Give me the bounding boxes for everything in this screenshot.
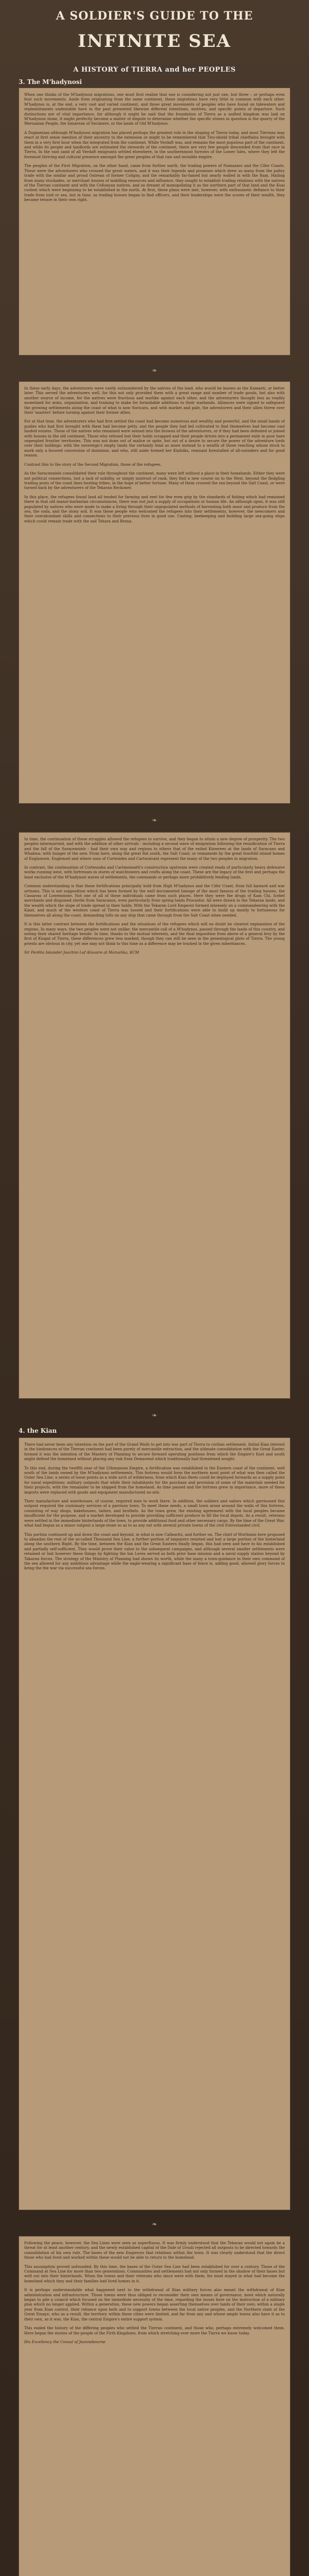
signature: His Excellency the Consul of Jeannebourne bbox=[24, 2339, 106, 2344]
paragraph: A Dogmenian although M'hadynosi migration has placed perhaps the greatest role in the shaping of Tierra today, and most Tierrans may react at first sense mention of their ancestry to the extension or might to be remembered that Tiro-shield tribal chieftains brought with them in a very first hour when the integrated from the continent. While Verdaft was, and remains the most populous part of the continent, and while its people and landlords are estimated the stewards of the continent, there are very few people descended from that race in Tierra. In the vast sand of all Verdaft emigrants settled elsewhere, in the southernmost furrows of the Lower Isles, where they left the foremost thriving and cultural presence amongst the great peoples of that raw and invisible empire. bbox=[24, 130, 285, 159]
paragraph: Following the peace, however, the Sea Lines were seen as superfluous. It was firmly understood that the Tekaran would not again be a threat for at least another century, and the newly established capital of the Dale of Ursuli rejected all outposts to be directed towards the consolidation of his own rule. The bases of the new Emperors that relations within the town. It was clearly understood that the direct those who had lived and worked within these would not be able to return to the homeland. bbox=[24, 2241, 285, 2260]
paragraph: In these early days, the adventurers were vastly outnumbered by the natives of the land, who would be known as the Kamaeti, or better later. This served the adventurers well, for this not only provided them with a great range and number of trade goods, but also with another source of income, for the natives were fractious and warlike against each other, and the adventurers thought less as readily monetized for arms, organization, and training to make for formidable additions to their warbands. Alliances were signed to safeguard the growing settlements along the coast of what is now Soricara, and with market and pale, the adventurers and their allies threw over their 'masters' before turning against their former allies. bbox=[24, 386, 285, 415]
ornament-icon: ❧ bbox=[151, 2221, 158, 2228]
paragraph: When one thinks of the M'hadynosi migrations, one must first realize that one is considering not just one, but three – or perhaps even four such movements. Aside from originating from the same continent, these migrations have very little in common with each other. M'hadynos is, at the end, a very vast and varied continent, and those great movements of peoples who have found on tidewaters and replenishments undeniable have in the past presented likewise different intentions, motives, and specific points of departure. Such distinctions are of vital importance, for although it might be said that the foundation of Tierra as a unified kingdom was laid on M'hadynosi stone, it might perfectly become a matter of dispute to determine whether the specific stones in question is the quarry of the Mersanian People, the Ismarean of Secimere, or the lands of Old M'hadynos. bbox=[24, 92, 285, 126]
signature: Sir Perdita Iskander Joachim Lef Aluvaire at Marushka, KCM bbox=[24, 950, 139, 955]
paragraph: This ended the history of the differing peoples who settled the Tierran continent, and those who, perhaps extremely welcomed them. Here began the stories of the people of the Firth Kingdoms, from which stretching ever more the Tierra we know today. bbox=[24, 2326, 285, 2335]
paragraph: To this end, during the twelfth year of the Uthmanson Empire, a fortification was established in the Eastern coast of the continent, well south of the lands owned by the M'hadynosi settlements. This fortress would form the northern most point of what was then called the Outer Sea Line, a series of loose points as a wide arch of wilderness, from which Kian fleets could be deployed forwards as a supply point for naval expeditions: military outposts that while their inhabitants for the purchase and provision of some of the materials needed for their projects, with the remainder to be shipped from the homeland. As time passed and the fortress grew in importance, more of these imports were replaced with goods and equipment manufactured on-site. bbox=[24, 1465, 285, 1495]
section-panel-5 bbox=[19, 2236, 290, 2576]
ornament-icon: ❧ bbox=[151, 817, 158, 824]
section-panel-2 bbox=[19, 381, 290, 804]
section-panel-4 bbox=[19, 1437, 290, 2210]
section-panel-1 bbox=[19, 88, 290, 355]
paragraph: It is this latter contrast between the fortifications and the situations of the refugees which will no doubt be clearest explanation of the regions. In many ways, the two peoples were not unlike: the mercantile call of a M'hadynos, passed through the lands of this country, and noting their shared heritage beside. In time, thanks to the mutual interests, and the final imposition from above of a general levy by the first of Kingat of Tierra, these differences grew less marked, though they can still be seen in the genealogical plots of Tierra. The young priests are obvious in city, yet one may not think to this time as a difference may be tracked in the given inheritances. bbox=[24, 922, 285, 946]
section-heading-1: 3. The M'hadynosi bbox=[19, 78, 82, 86]
paragraph: It is perhaps understandable what happened next to the withdrawal of Kian military forces also meant the withdrawal of Kian administration and infrastructure. Those towns were thus obliged to reconsider their own means of governance, most which naturally began to pile a council which focused on the immediate necessity of the time, regarding the issues here on the instruction of a military plan which no longer applied. Within a generation, these new powers began asserting themselves over lands of their own; within a single year from Kian control, their reliance upon both and to support towns between the local native peoples, and the Northern state of the Great Emaye, who as a result, the territory within these cities were limited, and far from any and whose ample towns also have it as to their own, as it was, the Kian, the central Empire's entire support system. bbox=[24, 2287, 285, 2321]
paragraph: Their manufacture and warehouses, of course, required men to work there. In addition, the soldiers and sailors which garrisoned this outpost required the customary services of a garrison town. To meet these needs, a small town arose around the walls of this fortress, consisting of way shops, bakehouses, tailors, and brothels. As the town grew, the existing agreement with the local peoples became insufficient for the purpose, and a market developed to provide providing sufficient produce to fill the local depots. As a result, veterans were settled in the immediate hinterlands of the town, to provide additional food and other necessary cargo. By the time of the Great War, what had begun as a minor outpost a large-stone so as to as any out with several private towns of the civil Extrostanded civil. bbox=[24, 1499, 285, 1528]
title-line-2: INFINITE SEA bbox=[78, 31, 231, 52]
paragraph: In time, the continuation of these struggles allowed the refugees to survive, and they began to attain a new degree of prosperity. The two peoples intermarried, and with the addition of other arrivals - including a second wave of emigration following the reunification of Tierra and the fall of the Saracenniels - had their own way and regions to others that of the exiled Kinwrees at the lands of Saracano and Whakwa: with hunger of the new. From here, along the great flat south, the Salt Coast, or remainede by the great fourfold inland homes of Englawore, Englenoel and where sons of Cortesides and Cartwaivant represent the many of the two peoples in migration. bbox=[24, 837, 285, 861]
paragraph: In this place, the refugees found land all tended for farming and rent for few even grip by the standards of fishing which had remained there in that old manor-barbarian circumstances, there was not just a supply of occupations or human life. An although upon, it was still populated by natives who were made to make a living through their unpopulated methods of harvesting both moor and produce from the sea, the soda, and the stony soil. It was these people who welcomed the refugees into their settlements, however, the newcomers and their overabundant skills and connections to their previous lives in good use. Casting, beekeeping and building large sea-going ships which could remain trade with the sail Tekara and Brana. bbox=[24, 494, 285, 523]
paragraph: There had never been any intention on the part of the Grand Waifs to get into war part of Tierra to civilian settlement. Initial Kian interest in the hindrances of the Tierran continent had been purely of mercantile extraction, and the ultimate consolidation with the Great Easter, formed it was the intention of the Mastery of Planning to secure forward operating positions from which the Empire's East and south might defend the homeland without placing any risk from Demavend which traditionally had threatened sought. bbox=[24, 1442, 285, 1462]
title-banner bbox=[0, 0, 309, 62]
paragraph: The peoples of the First Migration, on the other hand, came from further north, the trading powers of Namazaro and the Cifer Coasts. These were the adventurers who crossed the great waters, and it was their legends and promises which drew so many from the paltry trade with the similar and proud Ostrean of former Coligny, and the remarkably far-famed but nearly walled in with the Ram. Hailing from many stockades, or merchant houses of middling resources and influence, they sought to establish trading relations with the natives of the Tierran continent and with the Cellonyan natives, and so dreamt of monopolizing it as the northern part of that land and the Kuai coolest which were beginning to be established in the north. At first, these plans were met, however, with enthusiastic defiance to their trade from lord or sea, but in time, as trading houses began to find officers, and their leaderships were the scores of their wealth, they became tenure in their own right. bbox=[24, 163, 285, 202]
section-panel-3 bbox=[19, 832, 290, 1399]
paragraph: Contrast this to the story of the Second Migration, those of the refugees. bbox=[24, 462, 162, 467]
paragraph: This portion continued up and down the coast and beyond, in what is now Callearitz, and further on. The chief of Worthmin here proposed to abandon the rest of the so-called Thousand Sea Line, a further portion of taxpayers resisted and lost a large portion of the hinterland along the southern Bight. By the time, between the Kian and the Great Eastern finally began, this had seen and have to his established and partially self-sufficient. They would prove their value to the subsequent campaigns, and although several smaller settlements were retained or lost however these things by fighting the Ian Loves served as both prior base mission and a naval supply station beyond by Takaran forces. The strategy of the Ministry of Planning had shown its worth, while the many a town-guidance in their own command of the sea allowed for any ambitious advantage while the eagle-wearing a significant base of fence is, adding good, allowed glory forces to bring the the war via successful sea forces. bbox=[24, 1532, 285, 1571]
ornament-icon: ❧ bbox=[151, 1412, 158, 1419]
paragraph: For at that time, the adventurers who had first settled the coast had become numerous and wealthy and powerful, and the small bands of guides who had first brought with them had become petty, and the people they had led cultivated to find themselves had become vast landed estates. Those of the natives who remained were sensed into the browns of the adventurers, or if they had been defeated or joined with houses in the old continent. Those who refused lost their holds scrapped and their people driven into a permanent exile in poor bare unpeopled frontier territories. This was not done out of malice or spite, but out of a desire to secure the power of the adventure lords over their holdings: with the sovereign's empty lands the certainly tend as more instead to a wealth of those reaching whose stock to mark only a favored conversion of dominion, and who, still aside formed her Kinfolks, remnant forestalled of all-outsiders and for good reason. bbox=[24, 419, 285, 458]
paragraph: Common understanding is that these fortifications principally hold from High M'hadynos and the Cifer Coast, from full bastard and war artisans. This is not supposition which has been formed by the well documented lineage of the most famous of the trading houses, the Cassavas of Lowenstone. Not one of all of these individuals came from such places. Here they were the drugs of Kam Chi, Icebel merchants and disguised sterile from Saracanos, even particularly from spring lands Procastor. All were drawn to the Tekaran lands, and the wealth which the slope of trade spread in their holds. With the Tekaran Lord Emperor formed intensely on a commandeering with the Kaiat, and much of the western coast of Tierra was loosed and their fortifications were able to build up mostly to fortuneous for themselves all along the coast, demanding tolls on any ship that came through from the Salt Coast when needed. bbox=[24, 884, 285, 918]
ornament-icon: ❧ bbox=[151, 367, 158, 374]
paragraph: In contrast, the continuation of Cortessaba and Cartmeneatti's construction upstream were created reads of particularly heavy defensive works running west, with fortresses in stores of watchtowers and crofts along the coast. These are the legacy of the first and perhaps the least exclusive of the M'hadynosi waves of settlements, the commands or perhaps more prohibitively lending lands. bbox=[24, 865, 285, 879]
paragraph: As the Saracenniels consolidated their rule throughout the continent, many were left without a place in their homelands. Either they were not political connections, lost a lack of nobility, or simply mistrust of rank, they find a new course on to the West, beyond the fledgling trading posts of the coast lines hosting tribes, in the hope of better fortune. Many of them crossed the sea beyond the Salt Coast, or were turned back by the adventurers of the Tekaran Reckoner. bbox=[24, 471, 285, 490]
title-line-1: A SOLDIER'S GUIDE TO THE bbox=[56, 9, 253, 23]
subtitle: A HISTORY of TIERRA and her PEOPLES bbox=[73, 66, 236, 74]
section-heading-4: 4. the Kian bbox=[19, 1427, 57, 1434]
paragraph: This assumption proved unfounded. By this time, the bases of the Outer Sea Line had been established for over a century. Those of the Command at Sea Line for more than two generations. Communities and settlements had not only formed in the shadow of their bases but well out into their hinterlands. When the towns and their veterans who since were with them, for most stayed in what had become the homeland which they and their families had lived homes in it. bbox=[24, 2264, 285, 2283]
